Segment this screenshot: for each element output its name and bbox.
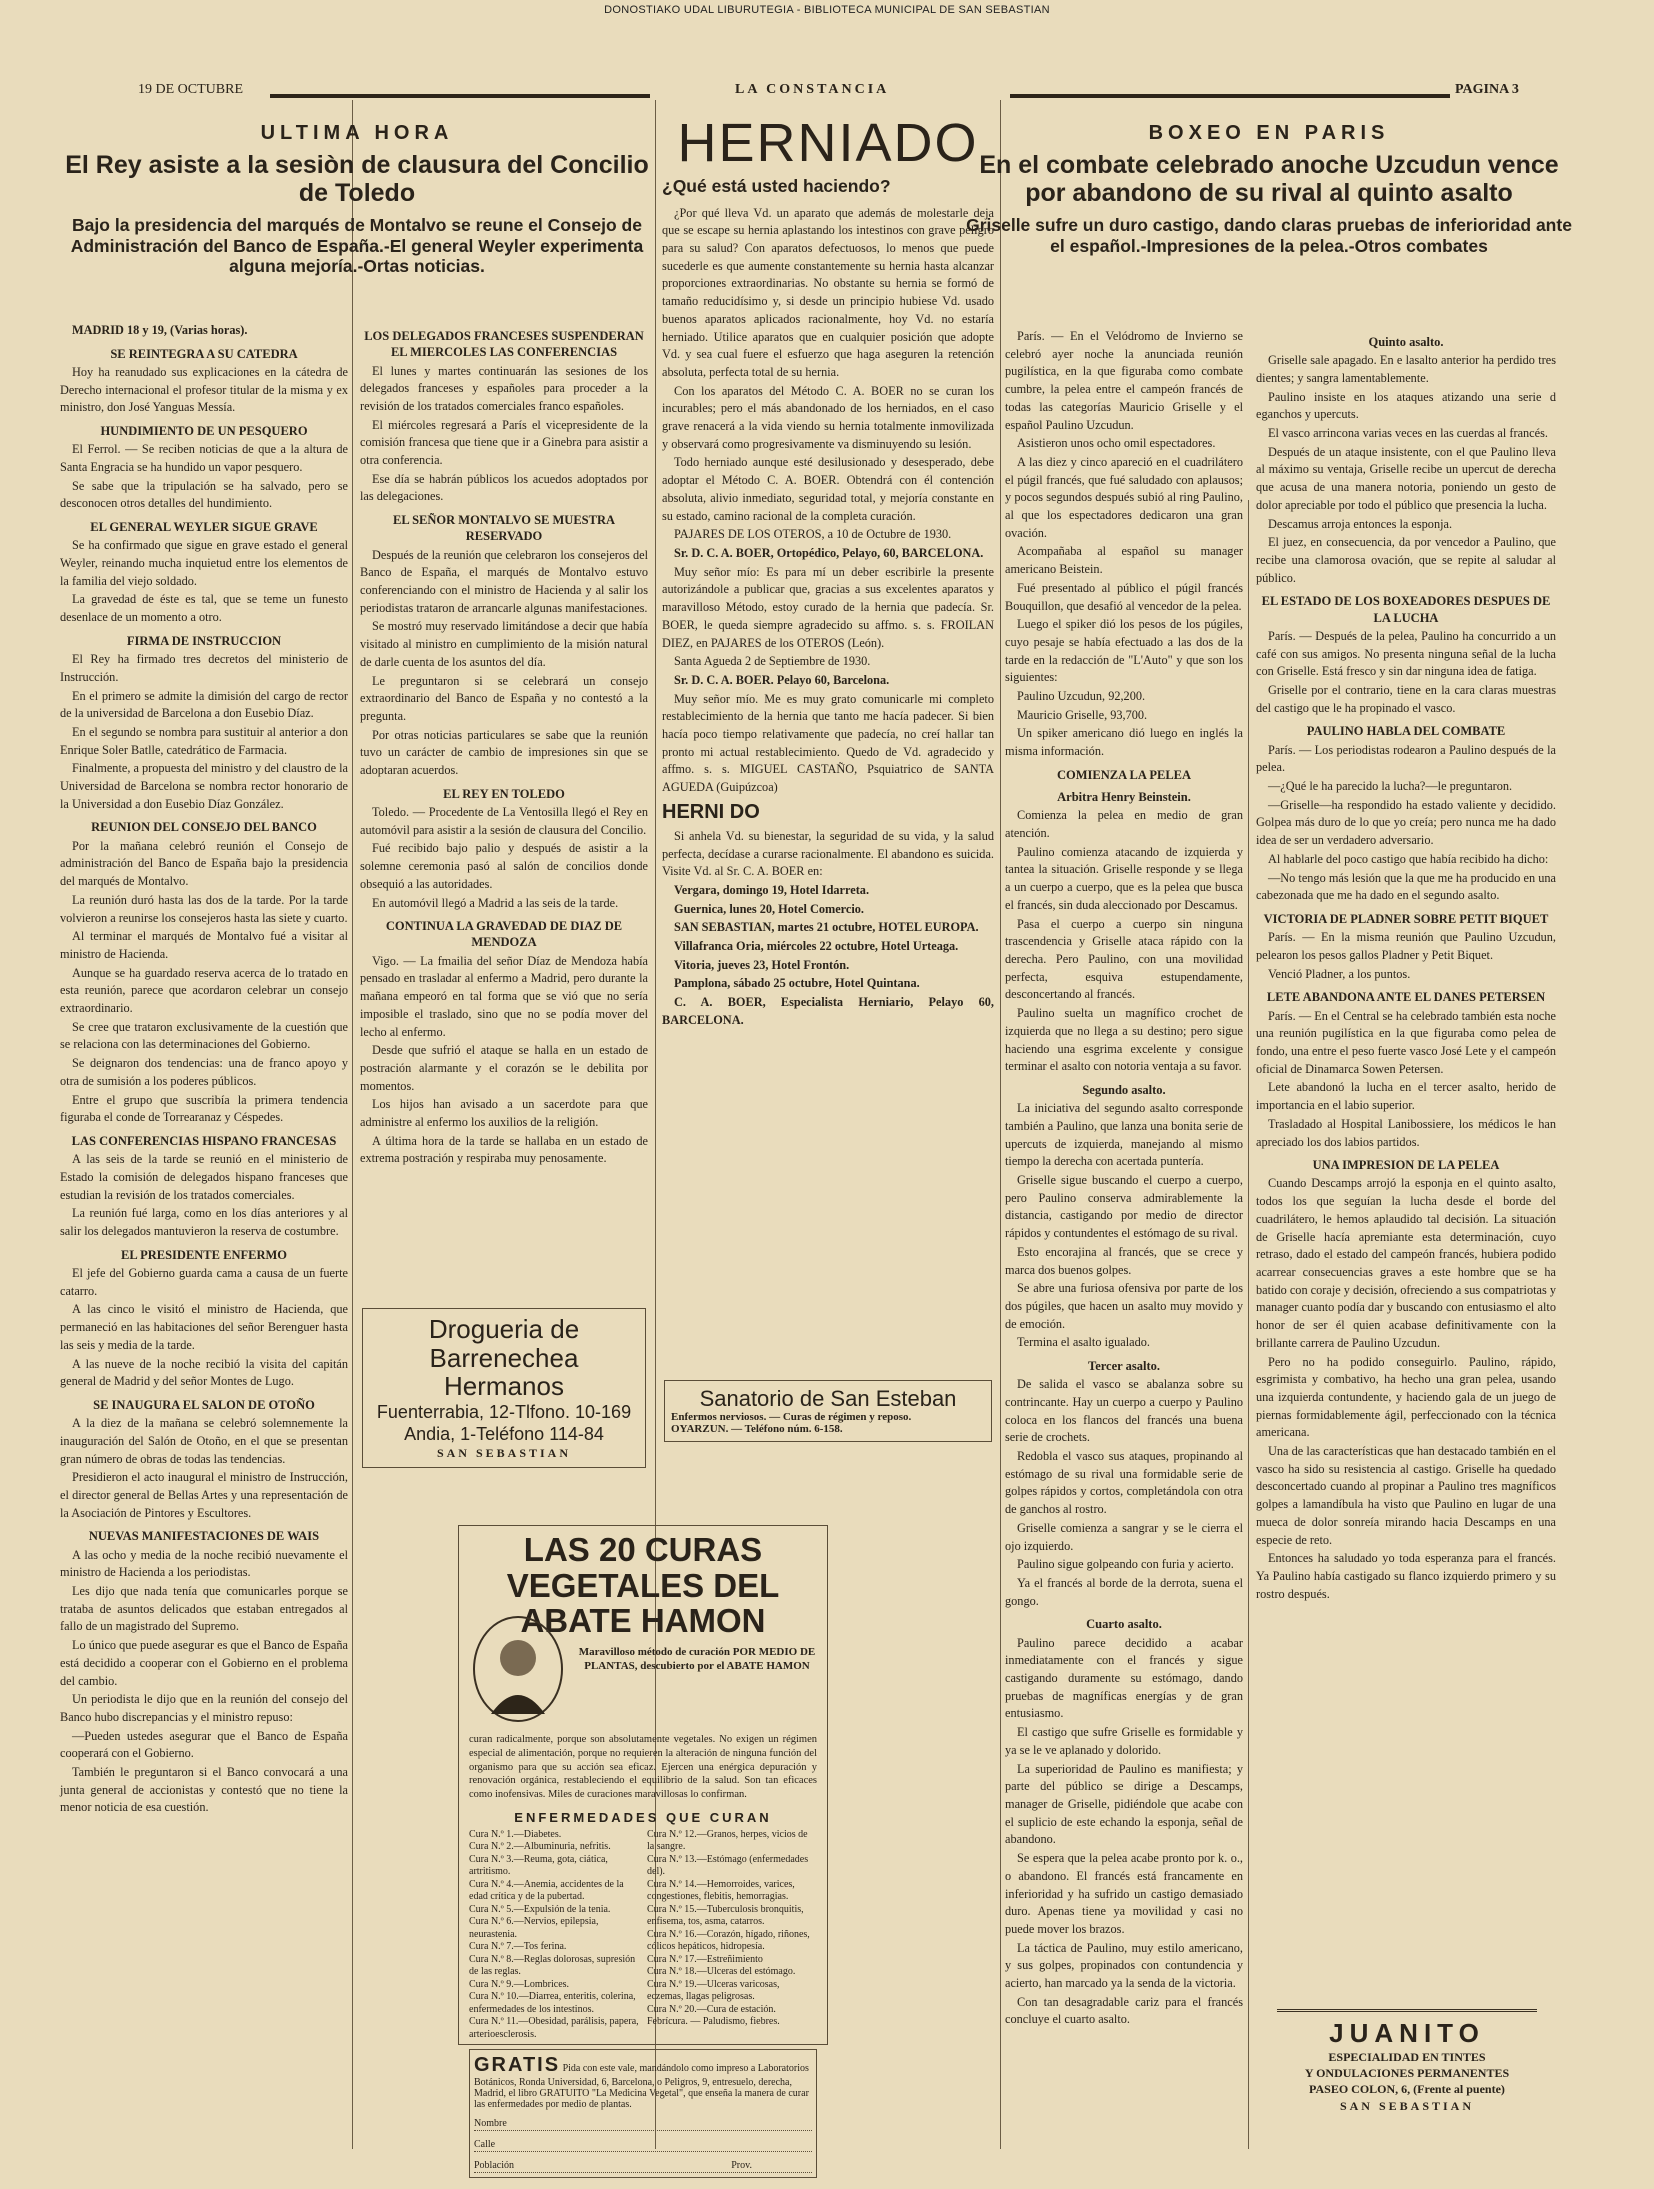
library-header: DONOSTIAKO UDAL LIBURUTEGIA - BIBLIOTECA MUNICIPAL DE SAN SEBASTIAN: [604, 4, 1050, 16]
paragraph: Se ha confirmado que sigue en grave estado el general Weyler, reinando mucha inquietud entre los elementos de la familia del viejo soldado.: [60, 538, 348, 588]
paragraph: A última hora de la tarde se hallaba en un estado de extrema postración y respiraba muy penosamente.: [360, 1133, 648, 1166]
paragraph: Redobla el vasco sus ataques, propinando al estómago de su rival una formidable serie de golpes rápidos y cortos, completándola con otra de ganchos al rostro.: [1005, 1449, 1243, 1517]
subheading: VICTORIA DE PLADNER SOBRE PETIT BIQUET: [1263, 911, 1549, 926]
cure-item: Cura N.º 16.—Corazón, hígado, riñones, cólicos hepáticos, hidropesía.: [647, 1928, 810, 1953]
masthead-page: PAGINA 3: [1455, 82, 1519, 97]
subheading: SE REINTEGRA A SU CATEDRA: [110, 346, 298, 361]
sanatorio-ad: [664, 1380, 992, 1442]
paragraph: Con tan desagradable cariz para el francés concluye el cuarto asalto.: [1005, 1994, 1243, 2027]
cure-item: Cura N.º 4.—Anemia, accidentes de la edad crítica y de la pubertad.: [469, 1878, 624, 1903]
coupon-poblacion[interactable]: Población: [474, 2160, 514, 2172]
subheading: LETE ABANDONA ANTE EL DANES PETERSEN: [1266, 990, 1546, 1005]
subheading: EL ESTADO DE LOS BOXEADORES DESPUES DE LA LUCHA: [1261, 594, 1551, 625]
paragraph: Griselle sale apagado. En e lasalto anterior ha perdido tres dientes; y sangra lamentablemente.: [1256, 353, 1556, 385]
paragraph: Al terminar el marqués de Montalvo fué a visitar al ministro de Hacienda.: [60, 929, 348, 961]
paragraph: A las seis de la tarde se reunió en el ministerio de Estado la comisión de delegados hispano franceses que estudian la revisión de los tratados comerciales.: [60, 1152, 348, 1202]
paragraph: Trasladado al Hospital Lanibossiere, los médicos le han apreciado los dos labios partidos.: [1256, 1116, 1556, 1149]
paragraph: Toledo. — Procedente de La Ventosilla llegó el Rey en automóvil para asistir a la sesión de clausura del Concilio.: [360, 805, 648, 837]
paragraph: Aunque se ha guardado reserva acerca de lo tratado en esta reunión, parece que acordaron celebrar un consejo extraordinario.: [60, 965, 348, 1016]
paragraph: El juez, en consecuencia, da por vencedor a Paulino, que recibe una clamorosa ovación, que se repite al saludar al público.: [1256, 535, 1556, 585]
paragraph: Entre el grupo que suscribía la primera tendencia figuraba el conde de Torrearanaz y Céspedes.: [60, 1092, 348, 1125]
boxeo-header: [964, 108, 1574, 264]
herniado-question: ¿Qué está usted haciendo?: [662, 176, 891, 196]
paragraph: La superioridad de Paulino es manifiesta; y parte del público se dirige a Descamps, manager de Griselle, pidiéndole que acabe con el suplicio de este echando la esponja, señal de abandono.: [1005, 1761, 1243, 1847]
dateline: MADRID 18 y 19, (Varias horas).: [72, 323, 248, 337]
paragraph: La gravedad de éste es tal, que se teme un funesto desenlace de un momento a otro.: [60, 592, 348, 625]
paragraph: PAJARES DE LOS OTEROS, a 10 de Octubre de 1930.: [674, 527, 952, 542]
subheading: Arbitra Henry Beinstein.: [1057, 790, 1191, 805]
hamon-subtitle: Maravilloso método de curación POR MEDIO DE PLANTAS, descubierto por el ABATE HAMON: [578, 1645, 816, 1673]
cure-item: Cura N.º 1.—Diabetes.: [469, 1828, 562, 1840]
juanito-line-1: ESPECIALIDAD EN TINTES: [1328, 2050, 1486, 2064]
subheading: COMIENZA LA PELEA: [1056, 767, 1192, 782]
paragraph: Esto encorajina al francés, que se crece y marca dos buenos golpes.: [1005, 1244, 1243, 1277]
paragraph: Pamplona, sábado 25 octubre, Hotel Quintana.: [674, 976, 920, 991]
paragraph: Vitoria, jueves 23, Hotel Frontón.: [674, 957, 850, 972]
enfermedades-title: ENFERMEDADES QUE CURAN: [514, 1809, 772, 1825]
cures-list-right: [647, 1829, 817, 2042]
paragraph: —Griselle—ha respondido ha estado valiente y decidido. Golpea más duro de lo que yo creía; pero nunca me ha dado idea de ser un verdadero adversario.: [1256, 797, 1556, 848]
subheading: EL SEÑOR MONTALVO SE MUESTRA RESERVADO: [392, 513, 616, 544]
paragraph: Griselle comienza a sangrar y se le cierra el ojo izquierdo.: [1005, 1520, 1243, 1553]
paragraph: Al hablarle del poco castigo que había recibido ha dicho:: [1268, 851, 1549, 866]
paragraph: Presidieron el acto inaugural el ministro de Instrucción, el director general de Bellas Artes y una representación de la Asociación de Pintores y Escultores.: [60, 1470, 348, 1520]
paragraph: —¿Qué le ha parecido la lucha?—le preguntaron.: [1268, 779, 1513, 794]
masthead-paper: LA CONSTANCIA: [735, 82, 890, 97]
paragraph: Le preguntaron si se celebrará un consejo extraordinario del Banco de España y no contestó a la pregunta.: [360, 673, 648, 723]
paragraph: El Rey ha firmado tres decretos del ministerio de Instrucción.: [60, 652, 348, 684]
subheading: FIRMA DE INSTRUCCION: [126, 633, 282, 648]
cure-item: Cura N.º 12.—Granos, herpes, vicios de la sangre.: [647, 1828, 808, 1853]
paragraph: Fué presentado al público el púgil francés Bouquillon, que desafió al vencedor de la pelea.: [1005, 580, 1243, 613]
coupon-calle[interactable]: Calle: [474, 2139, 812, 2152]
cure-item: Cura N.º 10.—Diarrea, enteritis, colerina, enfermedades de los intestinos.: [469, 1991, 636, 2015]
paragraph: Paulino Uzcudun, 92,200.: [1017, 689, 1146, 704]
paragraph: A las cinco le visitó el ministro de Hacienda, que permaneció en las habitaciones del señor Berenguer hasta las seis y media de la tarde.: [60, 1302, 348, 1352]
cure-item: Cura N.º 8.—Reglas dolorosas, supresión de las reglas.: [469, 1953, 636, 1978]
column-divider: [1248, 500, 1249, 2149]
cure-item: Cura N.º 14.—Hemorroides, varices, congestiones, flebitis, hemorragias.: [647, 1878, 795, 1903]
paragraph: Villafranca Oria, miércoles 22 octubre, Hotel Urteaga.: [674, 939, 959, 954]
paragraph: Paulino insiste en los ataques atizando una serie d eganchos y upercuts.: [1256, 389, 1556, 422]
paragraph: Lo único que puede asegurar es que el Banco de España está decidido a cooperar con el Gobierno en el problema del cambio.: [60, 1638, 348, 1688]
subheading: LAS CONFERENCIAS HISPANO FRANCESAS: [71, 1133, 337, 1148]
cure-item: Febrícura. — Paludismo, fiebres.: [647, 2016, 780, 2028]
cure-item: Cura N.º 20.—Cura de estación.: [647, 2003, 776, 2015]
column-divider: [352, 100, 353, 2149]
section-title: ULTIMA HORA: [260, 122, 454, 144]
paragraph: El jefe del Gobierno guarda cama a causa de un fuerte catarro.: [60, 1265, 348, 1298]
paragraph: Paulino suelta un magnífico crochet de izquierda que no llega a su destino; pero sigue haciendo una esgrima excelente y consigue terminar el asalto con notoria ventaja a su favor.: [1005, 1006, 1243, 1074]
coupon-poblacion-row: [474, 2160, 812, 2173]
paragraph: De salida el vasco se abalanza sobre su contrincante. Hay un cuerpo a cuerpo y Paulino coloca en los flancos del francés una buena serie de crochets.: [1005, 1377, 1243, 1445]
hamon-title: LAS 20 CURAS VEGETALES DEL ABATE HAMON: [506, 1531, 780, 1640]
paragraph: Un spiker americano dió luego en inglés la misma información.: [1005, 726, 1243, 759]
paragraph: Comienza la pelea en medio de gran atención.: [1005, 808, 1243, 841]
right-column-2: [1256, 328, 1556, 1993]
paragraph: Vigo. — La fmailia del señor Díaz de Mendoza había pensado en trasladar al enfermo a Madrid, pero durante la mañana empeoró en tal forma que se vió que no sería imposible el traslado, sino que no se podía mover del lecho al enfermo.: [360, 953, 648, 1039]
paragraph: Entonces ha saludado yo toda esperanza para el francés. Ya Paulino había castigado su flanco izquierdo primero y su rostro después.: [1256, 1551, 1556, 1601]
paragraph: El Ferrol. — Se reciben noticias de que a la altura de Santa Engracia se ha hundido un vapor pesquero.: [60, 442, 348, 475]
juanito-line-4: SAN SEBASTIAN: [1339, 2098, 1475, 2113]
paragraph: Termina el asalto igualado.: [1017, 1335, 1150, 1350]
cure-item: Cura N.º 2.—Albuminuria, nefritis.: [469, 1841, 611, 1853]
paragraph: París. — En el Central se ha celebrado también esta noche una reunión pugilística en la que figuraba como pelea de fondo, una entre el peso fuerte vasco José Lete y el campeón oficial de Dinamarca Sowen Petersen.: [1256, 1008, 1556, 1076]
abate-portrait-icon: [471, 1614, 565, 1724]
paragraph: Asistieron unos ocho omil espectadores.: [1017, 436, 1216, 451]
paragraph: Santa Agueda 2 de Septiembre de 1930.: [674, 654, 871, 669]
paragraph: Mauricio Griselle, 93,700.: [1017, 707, 1148, 722]
paragraph: Se espera que la pelea acabe pronto por k. o., o abandono. El francés está francamente en inferioridad y ha sufrido un castigo demasiado duro. Apenas tiene ya movilidad y casi no puede mover los brazos.: [1005, 1851, 1243, 1936]
gratis-text: Pida con este vale, mandándolo como impreso a Laboratorios Botánicos, Ronda Universidad, 6, Barcelona, o Peligros, 9, entresuelo, derecha, Madrid, el libro GRATUITO "La Medicina Vegetal", que enseña la manera de curar las enfermedades por medio de plantas.: [474, 2063, 809, 2111]
boxeo-headline: En el combate celebrado anoche Uzcudun vence por abandono de su rival al quinto asalto: [979, 151, 1559, 207]
subheading: EL PRESIDENTE ENFERMO: [120, 1247, 287, 1262]
cure-item: Cura N.º 5.—Expulsión de la tenia.: [469, 1903, 611, 1915]
subheadline: Bajo la presidencia del marqués de Montalvo se reune el Consejo de Administración del Banco de España.-El general Weyler experimenta alguna mejoría.-Ortas noticias.: [70, 215, 644, 277]
paragraph: Pasa el cuerpo a cuerpo sin ninguna trascendencia y Griselle ataca rápido con la derecha. Pero Paulino, con una movilidad perfecta, esquiva estupendamente, desconcertando al francés.: [1005, 916, 1243, 1002]
paragraph: Griselle por el contrario, tiene en la cara claras muestras del castigo que le ha propinado el vasco.: [1256, 683, 1556, 715]
paragraph: A las diez y cinco apareció en el cuadrilátero el púgil francés, que fué saludado con aplausos; y pocos segundos después subió al ring Paulino, al que los espectadores dedicaron una gran ovación.: [1005, 454, 1243, 540]
subheading: LOS DELEGADOS FRANCESES SUSPENDERAN EL MIERCOLES LAS CONFERENCIAS: [364, 329, 644, 360]
paragraph: Vergara, domingo 19, Hotel Idarreta.: [674, 882, 870, 897]
right-column-1: [1005, 328, 1243, 2178]
drogueria-city: SAN SEBASTIAN: [436, 1445, 572, 1460]
cure-item: Cura N.º 6.—Nervios, epilepsia, neurastenia.: [469, 1916, 599, 1940]
paragraph: París. — En el Velódromo de Invierno se celebró ayer noche la anunciada reunión pugilística, en la que figuraba como combate cumbre, la pelea entre el campeón francés de todas las categorías Mauricio Griselle y el español Paulino Uzcudun.: [1005, 329, 1243, 432]
paragraph: Muy señor mío: Es para mí un deber escribirle la presente autorizándole a publicar que, gracias a sus excelentes aparatos y maravilloso Método, estoy curado de la hernia que padecía. Sr. BOER, le queda siempre agradecido su affmo. s. s. FROILAN DIEZ, en PAJARES de los OTEROS (León).: [662, 564, 994, 650]
paragraph: En el primero se admite la dimisión del cargo de rector de la universidad de Barcelona a don Eusebio Díaz.: [60, 688, 348, 721]
paragraph: Cuando Descamps arrojó la esponja en el quinto asalto, todos los que seguían la lucha desde el borde del cuadrilátero, le hemos aplaudido tal decisión. La situación de Griselle hacía apremiante esta determinación, cuyo retraso, dado el estado del campeón francés, hubiera podido acarrear consecuencias graves a este hombre que se ha batido con coraje y decisión, ofreciendo a sus compatriotas y manager cuanto podía dar y buscando con entusiasmo el alto honor de ser él quien acabase definitivamente con la brillante carrera de Paulino Uzcudun.: [1256, 1176, 1556, 1350]
cure-item: Cura N.º 3.—Reuma, gota, ciática, artritismo.: [469, 1853, 608, 1878]
drogueria-address-1: Fuenterrabia, 12-Tlfono. 10-169: [376, 1401, 632, 1422]
paragraph: La reunión fué larga, como en los días anteriores y al salir los delegados mantuvieron la reserva de costumbre.: [60, 1206, 348, 1239]
cure-item: Cura N.º 9.—Lombrices.: [469, 1978, 570, 1990]
gratis-label: GRATIS: [474, 2054, 561, 2077]
paragraph: Muy señor mío. Me es muy grato comunicarle mi completo restablecimiento de la hernia que tanto me hacía padecer. Si bien hacía poco tiempo relativamente que padecía, no creí hallar tan pronto mi actual restablecimiento. Quedo de Vd. agradecido y affmo. s. s. MIGUEL CASTAÑO, Psquiatrico de SANTA AGUEDA (Guipúzcoa): [662, 691, 994, 795]
paragraph: A las nueve de la noche recibió la visita del capitán general de Madrid y del señor Montes de Lugo.: [60, 1356, 348, 1389]
subheading: EL REY EN TOLEDO: [443, 786, 565, 801]
herni-do-title: HERNI DO: [662, 800, 760, 823]
subheading: PAULINO HABLA DEL COMBATE: [1306, 724, 1506, 739]
boxeo-subheadline: Griselle sufre un duro castigo, dando claras pruebas de inferioridad ante el español.-Impresiones de la pelea.-Otros combates: [966, 215, 1572, 256]
cure-item: Cura N.º 17.—Estreñimiento: [647, 1953, 763, 1965]
masthead-date: 19 DE OCTUBRE: [138, 82, 243, 97]
paragraph: El miércoles regresará a París el vicepresidente de la comisión francesa que tiene que ir a Ginebra para asistir a otra conferencia.: [360, 417, 648, 468]
paragraph: Hoy ha reanudado sus explicaciones en la cátedra de Derecho internacional el profesor titular de la misma y ex ministro, don José Yanguas Messía.: [60, 364, 348, 415]
paragraph: Griselle sigue buscando el cuerpo a cuerpo, pero Paulino conserva admirablemente la distancia, castigando por medio de director rápidos y contundentes el estómago de su rival.: [1005, 1172, 1243, 1241]
paragraph: —Pueden ustedes asegurar que el Banco de España cooperará con el Gobierno.: [60, 1728, 348, 1761]
paragraph: También le preguntaron si el Banco convocará a una junta general de accionistas y contestó que no tiene la menor noticia de esa cuestión.: [60, 1765, 348, 1815]
paragraph: Paulino parece decidido a acabar inmediatamente con el francés y sigue castigando duramente su estómago, dando pruebas de magníficas energías y de gran entusiasmo.: [1005, 1635, 1243, 1721]
subheading: REUNION DEL CONSEJO DEL BANCO: [91, 820, 317, 835]
sanatorio-line: Enfermos nerviosos. — Curas de régimen y reposo.: [671, 1411, 912, 1424]
paragraph: —No tengo más lesión que la que me ha producido en una cabezonada que me ha dado en el segundo asalto.: [1256, 870, 1556, 903]
ultima-hora-header: [62, 108, 652, 285]
hamon-body: curan radicalmente, porque son absolutamente vegetales. No exigen un régimen especial de alimentación, porque no requieren la alteración de ninguna función del organismo para que su acción sea eficaz. Ejercen una enérgica depuración y renovación orgánica, restableciendo el equilibrio de la salud. Son tan eficaces como inofensivas. Miles de curaciones maravillosas lo confirman.: [469, 1734, 817, 1801]
sanatorio-contact: OYARZUN. — Teléfono núm. 6-158.: [671, 1423, 843, 1436]
coupon-nombre[interactable]: Nombre: [474, 2118, 812, 2131]
left-column-2: [360, 322, 648, 1292]
cure-item: Cura N.º 18.—Ulceras del estómago.: [647, 1966, 796, 1978]
paragraph: Sr. D. C. A. BOER. Pelayo 60, Barcelona.: [674, 672, 890, 687]
paragraph: París. — Después de la pelea, Paulino ha concurrido a un café con sus amigos. No presenta ninguna señal de la lucha con Griselle. Está fresco y sin dar ninguna idea de fatiga.: [1256, 628, 1556, 679]
headline: El Rey asiste a la sesiòn de clausura del Concilio de Toledo: [65, 151, 649, 207]
paragraph: Después de un ataque insistente, con el que Paulino lleva al máximo su ventaja, Griselle recibe un upercut de derecha que acusa de una manera notoria, poniendo un gesto de dolor apreciable por todo el público que presencia la lucha.: [1256, 444, 1556, 512]
subheading: SE INAUGURA EL SALON DE OTOÑO: [93, 1397, 315, 1412]
paragraph: Una de las características que han destacado también en el vasco ha sido su resistencia al castigo. Griselle ha quedado desconcertado cuando al propinar a Paulino tres magníficos golpes a lamandíbula ha visto que Paulino en lugar de una mueca de dolor sonreía mirando hacia Descamps en una especie de reto.: [1256, 1444, 1556, 1547]
paragraph: Desde que sufrió el ataque se halla en un estado de postración alarmante y el corazón se le debilita por momentos.: [360, 1043, 648, 1093]
juanito-line-2: Y ONDULACIONES PERMANENTES: [1304, 2066, 1510, 2081]
paragraph: Por otras noticias particulares se sabe que la reunión tuvo un carácter de cambio de impresiones sin que se adoptaran acuerdos.: [360, 727, 648, 778]
drogueria-address-2: Andia, 1-Teléfono 114-84: [404, 1424, 604, 1445]
cure-item: Cura N.º 13.—Estómago (enfermedades del).: [647, 1853, 809, 1878]
paragraph: Se sabe que la tripulación se ha salvado, pero se desconocen otros detalles del hundimiento.: [60, 478, 348, 511]
paragraph: Con los aparatos del Método C. A. BOER no se curan los incurables; pero el más abandonado de los herniados, en el caso grave renacerá a la vida viendo su hernia totalmente inmovilizada y observará como progresivamente va disminuyendo su lesión.: [662, 383, 994, 451]
paragraph: Se deignaron dos tendencias: una de franco apoyo y otra de sumisión a los poderes públicos.: [60, 1056, 348, 1088]
herniado-ad: [662, 110, 994, 1380]
drogueria-title: Drogueria de: [428, 1314, 580, 1344]
abate-hamon-ad: [458, 1525, 828, 2172]
paragraph: Venció Pladner, a los puntos.: [1268, 966, 1411, 981]
paragraph: En automóvil llegó a Madrid a las seis de la tarde.: [372, 895, 619, 910]
subheading: Cuarto asalto.: [1086, 1617, 1162, 1632]
paragraph: Los hijos han avisado a un sacerdote para que administre al enfermo los auxilios de la religión.: [360, 1097, 648, 1130]
sanatorio-title: Sanatorio de San Esteban: [699, 1386, 957, 1411]
gratis-coupon: [469, 2049, 817, 2178]
paragraph: C. A. BOER, Especialista Herniario, Pelayo 60, BARCELONA.: [662, 995, 994, 1027]
paragraph: Se abre una furiosa ofensiva por parte de los dos púgiles, que hacen un asalto muy movido y de emoción.: [1005, 1281, 1243, 1331]
masthead-rule-left: [270, 94, 650, 98]
juanito-title: JUANITO: [1329, 2018, 1485, 2048]
paragraph: Pero no ha podido conseguirlo. Paulino, rápido, esgrimista y combativo, ha hecho una gran pelea, usando una izquierda contundente, y haciendo gala de un juego de piernas formidablemente ágil, perfeccionado con la técnica americana.: [1256, 1354, 1556, 1440]
paragraph: Ya el francés al borde de la derrota, suena el gongo.: [1005, 1576, 1243, 1608]
paragraph: Paulino sigue golpeando con furia y acierto.: [1017, 1557, 1234, 1572]
cures-list-left: [469, 1829, 639, 2042]
paragraph: Paulino comienza atacando de izquierda y tantea la situación. Griselle responde y se llega a un cuerpo a cuerpo, que es la pelea que busca el francés, sin duda aleccionado por Descamus.: [1005, 844, 1243, 912]
section-title: BOXEO EN PARIS: [1148, 122, 1390, 144]
cure-item: Cura N.º 15.—Tuberculosis bronquitis, enfisema, tos, asma, catarros.: [647, 1903, 804, 1928]
paragraph: Guernica, lunes 20, Hotel Comercio.: [674, 901, 865, 916]
masthead-rule-right: [1010, 94, 1450, 98]
paragraph: Después de la reunión que celebraron los consejeros del Banco de España, el marqués de Montalvo estuvo conferenciando con el ministro de Hacienda y al salir los periodistas trataron de arrancarle algunas manifestaciones.: [360, 547, 648, 615]
paragraph: El castigo que sufre Griselle es formidable y ya se le ve aplanado y dolorido.: [1005, 1725, 1243, 1757]
coupon-prov[interactable]: Prov.: [731, 2160, 752, 2172]
juanito-ad: [1257, 2003, 1557, 2114]
paragraph: Todo herniado aunque esté desilusionado y desesperado, debe adoptar el Método C. A. BOER. Obtendrá con él contención absoluta, alivio inmediato, seguridad total, y mejoría constante en su estado, camino racional de la completa curación.: [662, 455, 994, 523]
paragraph: Luego el spiker dió los pesos de los púgiles, cuyo pesaje se había efectuado a las dos de la tarde en la redacción de "L'Auto" y que son los siguientes:: [1005, 617, 1243, 685]
paragraph: A las ocho y media de la noche recibió nuevamente el ministro de Hacienda a los periodistas.: [60, 1547, 348, 1580]
paragraph: En el segundo se nombra para sustituir al anterior a don Enrique Soler Batlle, catedrático de Farmacia.: [60, 724, 348, 757]
paragraph: La reunión duró hasta las dos de la tarde. Por la tarde volvieron a reunirse los consejeros hasta las siete y cuarto.: [60, 892, 348, 925]
paragraph: Un periodista le dijo que en la reunión del consejo del Banco hubo discrepancias y el ministro repuso:: [60, 1692, 348, 1724]
paragraph: La iniciativa del segundo asalto corresponde también a Paulino, que lanza una bonita serie de upercuts de izquierda, manejando al mismo tiempo la derecha con acertada puntería.: [1005, 1101, 1243, 1169]
drogueria-ad: [362, 1308, 646, 1468]
cure-item: Cura N.º 7.—Tos ferina.: [469, 1941, 567, 1953]
juanito-line-3: PASEO COLON, 6, (Frente al puente): [1309, 2082, 1505, 2097]
paragraph: Fué recibido bajo palio y después de asistir a la solemne ceremonia pasó al salón de concilios donde obsequió a las autoridades.: [360, 841, 648, 891]
cure-item: Cura N.º 19.—Ulceras varicosas, eczemas, llagas peligrosas.: [647, 1978, 780, 2003]
subheading: Quinto asalto.: [1368, 335, 1444, 349]
herniado-title: HERNIADO: [677, 113, 979, 173]
paragraph: La táctica de Paulino, muy estilo americano, y sus golpes, propinados con contundencia y acierto, han marcado ya la senda de la victoria.: [1005, 1940, 1243, 1991]
paragraph: París. — En la misma reunión que Paulino Uzcudun, pelearon los pesos gallos Pladner y Petit Biquet.: [1256, 930, 1556, 962]
subheading: Segundo asalto.: [1082, 1082, 1166, 1097]
paragraph: Lete abandonó la lucha en el tercer asalto, herido de importancia en el labio superior.: [1256, 1080, 1556, 1113]
paragraph: Se mostró muy reservado limitándose a decir que había visitado al ministro en cumplimiento de la misión natural de darle cuenta de los asuntos del día.: [360, 619, 648, 669]
subheading: Tercer asalto.: [1088, 1359, 1160, 1374]
paragraph: Sr. D. C. A. BOER, Ortopédico, Pelayo, 60, BARCELONA.: [674, 546, 984, 560]
column-divider: [1000, 100, 1001, 2149]
subheading: NUEVAS MANIFESTACIONES DE WAIS: [88, 1529, 320, 1544]
paragraph: Finalmente, a propuesta del ministro y del claustro de la Universidad de Barcelona se nombra rector honorario de la Universidad a don Eusebio Díaz González.: [60, 761, 348, 811]
cure-item: Cura N.º 11.—Obesidad, parálisis, papera, arterioesclerosis.: [469, 2016, 639, 2040]
paragraph: El vasco arrincona varias veces en las cuerdas al francés.: [1268, 426, 1548, 441]
subheading: CONTINUA LA GRAVEDAD DE DIAZ DE MENDOZA: [385, 919, 623, 950]
paragraph: SAN SEBASTIAN, martes 21 octubre, HOTEL EUROPA.: [674, 920, 979, 935]
paragraph: Les dijo que nada tenía que comunicarles porque se trataba de asuntos delicados que estaban entregados al fallo de un magistrado del Supremo.: [60, 1584, 348, 1634]
paragraph: Acompañaba al español su manager americano Beistein.: [1005, 544, 1243, 577]
left-column-1: [60, 322, 348, 2177]
paragraph: París. — Los periodistas rodearon a Paulino después de la pelea.: [1256, 742, 1556, 775]
subheading: UNA IMPRESION DE LA PELEA: [1312, 1158, 1500, 1173]
paragraph: Ese día se habrán públicos los acuedos adoptados por las delegaciones.: [360, 471, 648, 504]
paragraph: Si anhela Vd. su bienestar, la seguridad de su vida, y la salud perfecta, decídase a curarse racionalmente. El abandono es suicida. Visite Vd. al Sr. C. A. BOER en:: [662, 828, 994, 879]
paragraph: A la diez de la mañana se celebró solemnemente la inauguración del Salón de Otoño, en el que se presentan gran número de obras de todas las tendencias.: [60, 1416, 348, 1466]
subheading: EL GENERAL WEYLER SIGUE GRAVE: [90, 520, 318, 535]
drogueria-name: Barrenechea Hermanos: [429, 1342, 579, 1402]
paragraph: El lunes y martes continuarán las sesiones de los delegados franceses y españoles para proceder a la revisión de los tratados comerciales franco españoles.: [360, 363, 648, 413]
paragraph: ¿Por qué lleva Vd. un aparato que además de molestarle deja que se escape su hernia aplastando los intestinos con grave peligro para su salud? Con aparatos defectuosos, lo menos que puede sucederle es que aumente constantemente su hernia hasta alcanzar proporciones extraordinarias. No obstante su hernia se formó de tamaño reducidísimo y, si desde un principio hubiese Vd. usado buenos aparatos aplicados racionalmente, hoy Vd. no estaría herniado. Utilice aparatos que en cualquier posición que adopte Vd. y sea cual fuere el esfuerzo que haga aseguren la retención absoluta, perfecta total de su hernia.: [662, 205, 994, 379]
paragraph: Por la mañana celebró reunión el Consejo de administración del Banco de España bajo la presidencia del marqués de Montalvo.: [60, 838, 348, 889]
paragraph: Descamus arroja entonces la esponja.: [1268, 516, 1453, 531]
subheading: HUNDIMIENTO DE UN PESQUERO: [100, 424, 308, 439]
paragraph: Se cree que trataron exclusivamente de la cuestión que se relaciona con las determinaciones del Gobierno.: [60, 1019, 348, 1052]
